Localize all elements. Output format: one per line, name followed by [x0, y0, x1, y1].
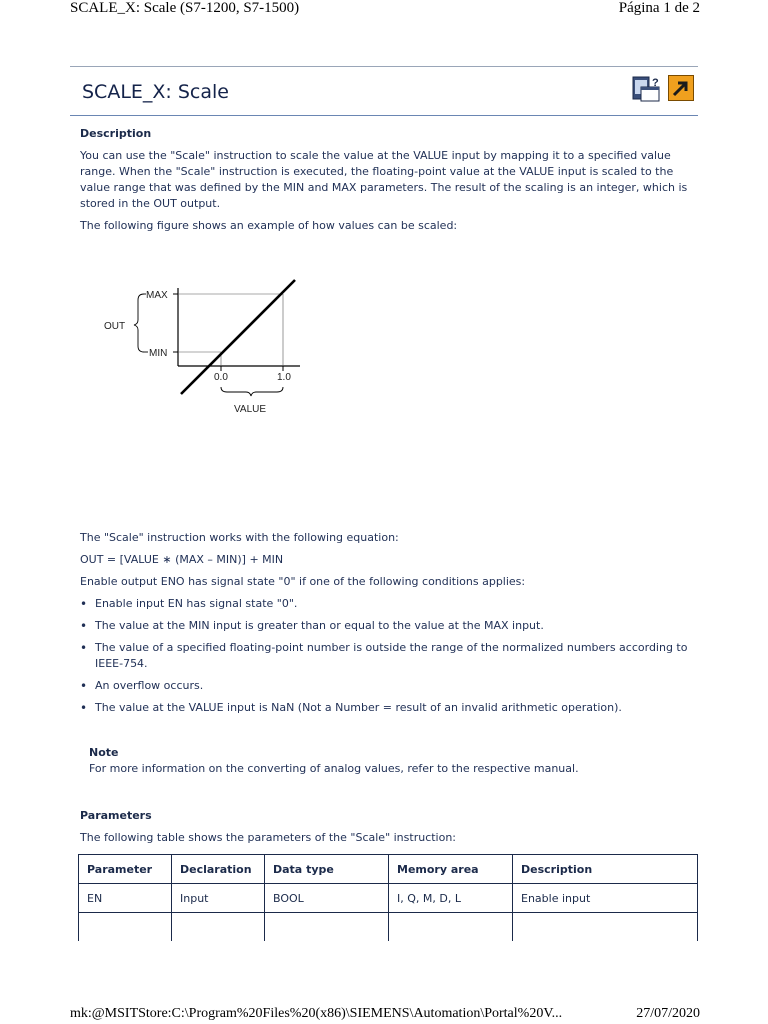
list-item: • Enable input EN has signal state "0". — [80, 596, 700, 612]
column-header: Declaration — [172, 855, 265, 884]
print-header — [70, 0, 700, 20]
equation-intro: The "Scale" instruction works with the following equation: — [80, 531, 399, 544]
equation-section — [80, 530, 700, 716]
column-header: Parameter — [79, 855, 172, 884]
footer-date: 27/07/2020 — [636, 1006, 700, 1021]
min-label: MIN — [149, 348, 168, 359]
parameters-heading: Parameters — [80, 809, 152, 822]
column-header: Memory area — [389, 855, 513, 884]
note-text: For more information on the converting of analog values, refer to the respective manual. — [89, 762, 579, 775]
parameters-section — [80, 808, 700, 846]
print-header-title: SCALE_X: Scale (S7-1200, S7-1500) — [70, 0, 300, 16]
conditions-list — [80, 596, 700, 716]
table-cell: I, Q, M, D, L — [389, 884, 513, 913]
equation-formula: OUT = [VALUE ∗ (MAX – MIN)] + MIN — [80, 553, 284, 566]
list-item: • An overflow occurs. — [80, 678, 700, 694]
table-cell: Input — [172, 884, 265, 913]
note — [89, 745, 689, 777]
table-row — [79, 884, 698, 913]
svg-text:?: ? — [651, 77, 659, 89]
note-heading: Note — [89, 746, 119, 759]
table-cell: BOOL — [265, 884, 389, 913]
table-row — [79, 913, 698, 942]
description-paragraph: You can use the "Scale" instruction to scale the value at the VALUE input by mapping it to a specified value range. When the "Scale" instruction is executed, the floating-point value at the VALUE input is scaled to the value range that was defined by the MIN and MAX parameters. The result of the scaling is an integer, which is stored in the OUT output. — [80, 149, 688, 210]
figure-intro: The following figure shows an example of how values can be scaled: — [80, 219, 458, 232]
table-cell: Enable input — [513, 884, 698, 913]
scaling-figure — [94, 274, 314, 424]
page-title: SCALE_X: Scale — [82, 81, 229, 103]
x0-label: 0.0 — [214, 372, 228, 383]
parameters-table — [78, 854, 698, 941]
eno-intro: Enable output ENO has signal state "0" if one of the following conditions applies: — [80, 575, 526, 588]
value-brace — [221, 387, 283, 396]
parameters-intro: The following table shows the parameters of the "Scale" instruction: — [80, 831, 457, 844]
print-footer — [70, 1006, 700, 1024]
jump-arrow-icon[interactable] — [668, 75, 694, 101]
title-bar — [70, 66, 698, 116]
table-header-row — [79, 855, 698, 884]
table-cell: EN — [79, 884, 172, 913]
column-header: Data type — [265, 855, 389, 884]
list-item: • The value at the VALUE input is NaN (Not a Number = result of an invalid arithmetic operation). — [80, 700, 700, 716]
value-label: VALUE — [234, 404, 267, 415]
footer-path: mk:@MSITStore:C:\Program%20Files%20(x86)\SIEMENS\Automation\Portal%20V... — [70, 1006, 563, 1021]
column-header: Description — [513, 855, 698, 884]
x1-label: 1.0 — [277, 372, 291, 383]
title-icons — [631, 75, 694, 105]
content — [80, 126, 700, 234]
out-brace — [134, 294, 144, 352]
page-indicator: Página 1 de 2 — [618, 0, 700, 16]
help-window-icon[interactable] — [631, 75, 663, 105]
max-label: MAX — [146, 290, 168, 301]
out-label: OUT — [104, 321, 126, 332]
list-item: • The value at the MIN input is greater than or equal to the value at the MAX input. — [80, 618, 700, 634]
description-heading: Description — [80, 127, 152, 140]
list-item: • The value of a specified floating-point number is outside the range of the normalized numbers according to IEEE-754. — [80, 640, 700, 672]
